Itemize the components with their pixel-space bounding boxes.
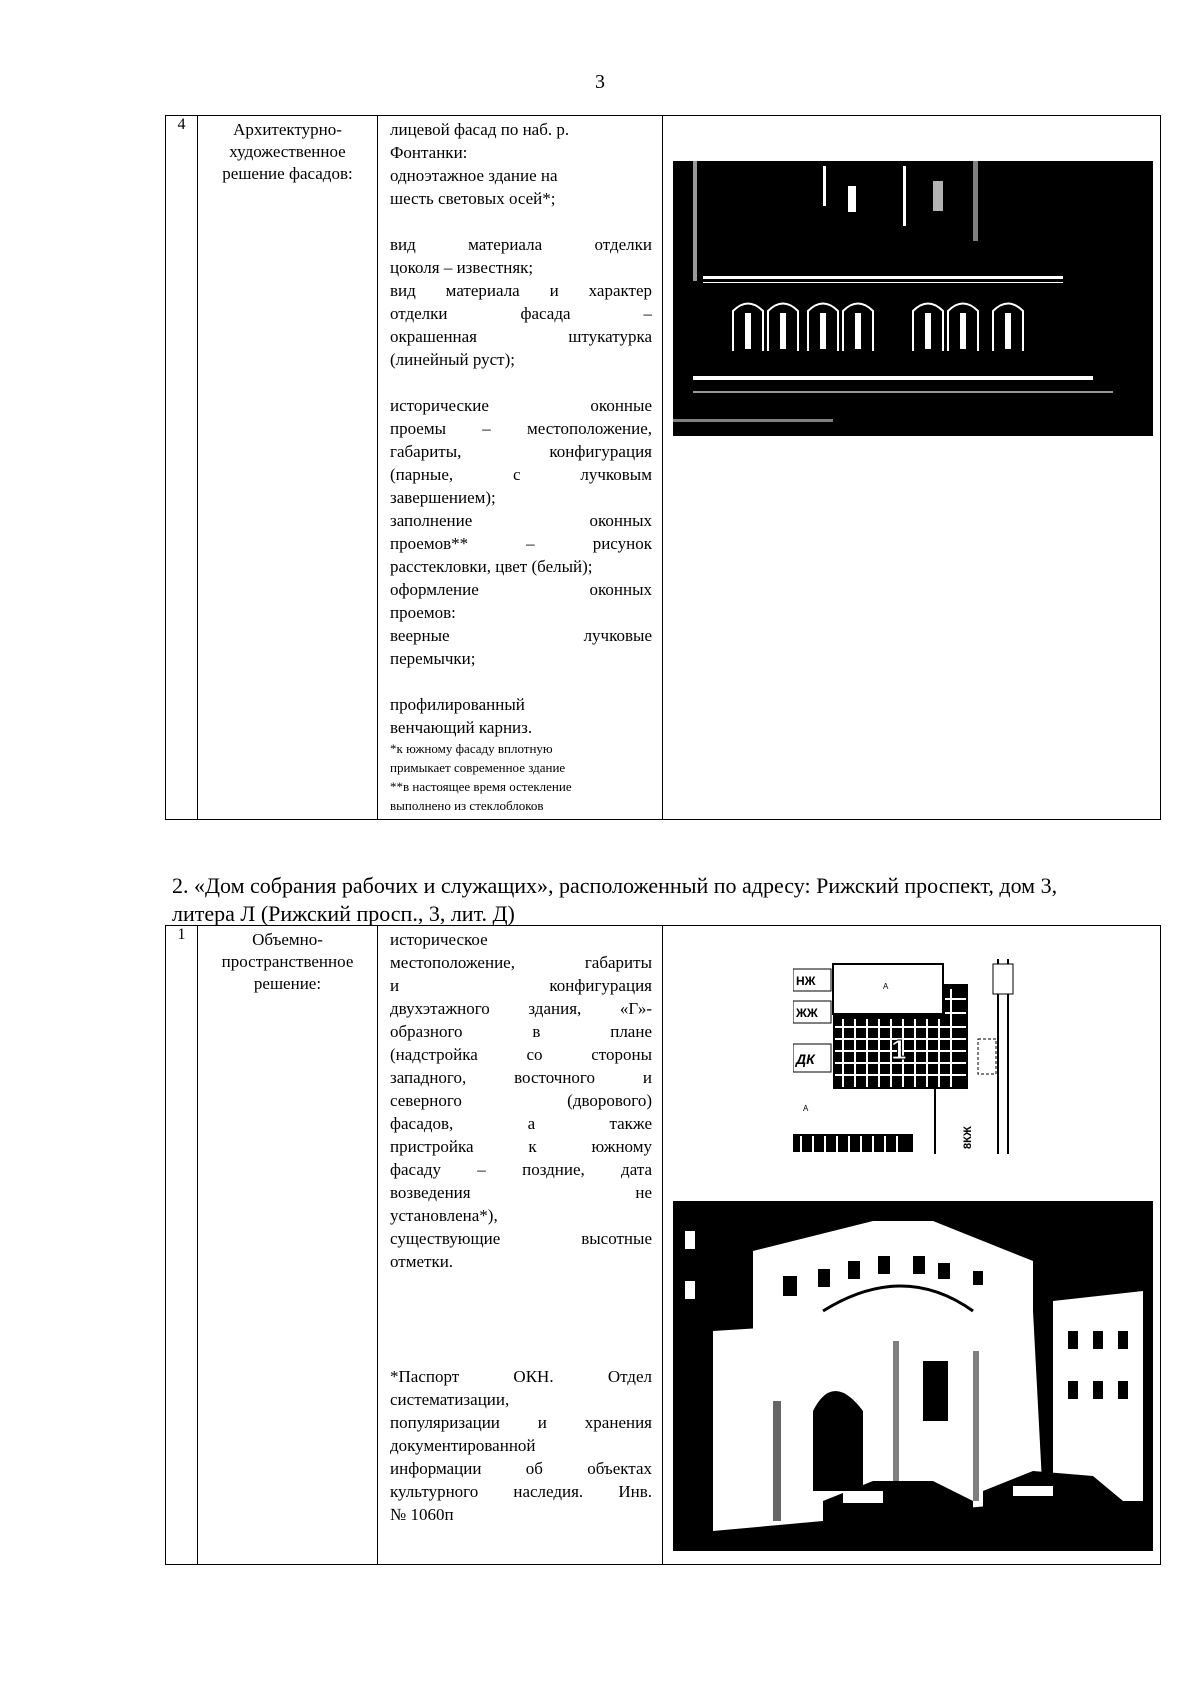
desc-line: проемов** – рисунок [390,534,652,553]
images-cell [663,926,1161,1565]
building-number: 1 [891,1034,907,1065]
desc-line: отметки. [390,1252,454,1271]
desc-line: северного (дворового) [390,1091,652,1110]
footnote-line: примыкает современное здание [390,760,566,775]
desc-line: проемы – местоположение, [390,419,652,438]
section-title: 2. «Дом собрания рабочих и служащих», расположенный по адресу: Рижский проспект, дом 3, литера Л (Рижский просп., 3, лит. Д) [172,873,1058,926]
building-photo [673,1201,1153,1551]
spacer [390,1296,652,1319]
desc-line: местоположение, габариты [390,953,652,972]
footnote-line: *к южному фасаду вплотную [390,741,553,756]
footnote-line: выполнено из стеклоблоков [390,798,544,813]
source-line: документированной [390,1436,536,1455]
desc-line: исторические оконные [390,396,652,415]
desc-line: шесть световых осей*; [390,189,556,208]
source-line: информации об объектах [390,1459,652,1478]
map-label: ДК [796,1051,815,1067]
desc-line: возведения не [390,1183,652,1202]
element-name-cell [198,116,378,820]
desc-line: венчающий карниз. [390,718,533,737]
source-line: популяризации и хранения [390,1413,652,1432]
source-line: культурного наследия. Инв. [390,1482,652,1501]
desc-line: установлена*), [390,1206,498,1225]
desc-line: вид материала отделки [390,235,652,254]
desc-line: вид материала и характер [390,281,652,300]
page-number: 3 [595,71,605,93]
desc-line: историческое [390,930,488,949]
volume-table [165,925,1161,1565]
element-name-cell [198,926,378,1565]
desc-line: лицевой фасад по наб. р. [390,120,570,139]
desc-line: оформление оконных [390,580,652,599]
element-name-line: Архитектурно- [233,120,342,139]
row-number: 1 [166,926,198,1565]
desc-line: веерные лучковые [390,626,652,645]
source-line: систематизации, [390,1390,510,1409]
desc-line: образного в плане [390,1022,652,1041]
desc-line: фасадов, а также [390,1114,652,1133]
facade-table [165,115,1161,820]
spacer [390,670,652,693]
element-name-line: Объемно- [252,930,323,949]
desc-line: одноэтажное здание на [390,166,558,185]
table-row [166,926,1161,1565]
source-line: *Паспорт ОКН. Отдел [390,1367,652,1386]
table-row [166,116,1161,820]
desc-line: двухэтажного здания, «Г»- [390,999,652,1018]
spacer [390,1342,652,1365]
photo-cell [663,116,1161,820]
element-name-line: пространственное [221,952,354,971]
element-name-line: решение фасадов: [222,164,353,183]
desc-line: окрашенная штукатурка [390,327,652,346]
desc-line: фасаду – поздние, дата [390,1160,652,1179]
element-name-line: художественное [229,142,346,161]
desc-line: (парные, с лучковым [390,465,652,484]
desc-line: профилированный [390,695,525,714]
desc-line: заполнение оконных [390,511,652,530]
desc-line: отделки фасада – [390,304,652,323]
spacer [390,1319,652,1342]
spacer [390,210,652,233]
description-cell [378,116,663,820]
desc-line: перемычки; [390,649,476,668]
desc-line: проемов: [390,603,456,622]
map-label: ЖЖ [796,1006,818,1020]
desc-line: (надстройка со стороны [390,1045,652,1064]
map-label: НЖ [796,974,816,988]
source-line: № 1060п [390,1505,454,1524]
footnote-line: **в настоящее время остекление [390,779,572,794]
site-plan-map [793,959,1033,1154]
description-cell [378,926,663,1565]
desc-line: цоколя – известняк; [390,258,534,277]
map-label: 8КЖ [962,1126,974,1149]
row-number: 4 [166,116,198,820]
desc-line: западного, восточного и [390,1068,652,1087]
facade-photo [673,161,1153,436]
desc-line: завершением); [390,488,496,507]
map-label: А [803,1104,809,1113]
desc-line: и конфигурация [390,976,652,995]
desc-line: пристройка к южному [390,1137,652,1156]
desc-line: габариты, конфигурация [390,442,652,461]
desc-line: расстекловки, цвет (белый); [390,557,593,576]
desc-line: Фонтанки: [390,143,468,162]
desc-line: (линейный руст); [390,350,515,369]
spacer [390,371,652,394]
desc-line: существующие высотные [390,1229,652,1248]
spacer [390,1273,652,1296]
map-label: А [883,982,889,991]
element-name-line: решение: [253,974,322,993]
